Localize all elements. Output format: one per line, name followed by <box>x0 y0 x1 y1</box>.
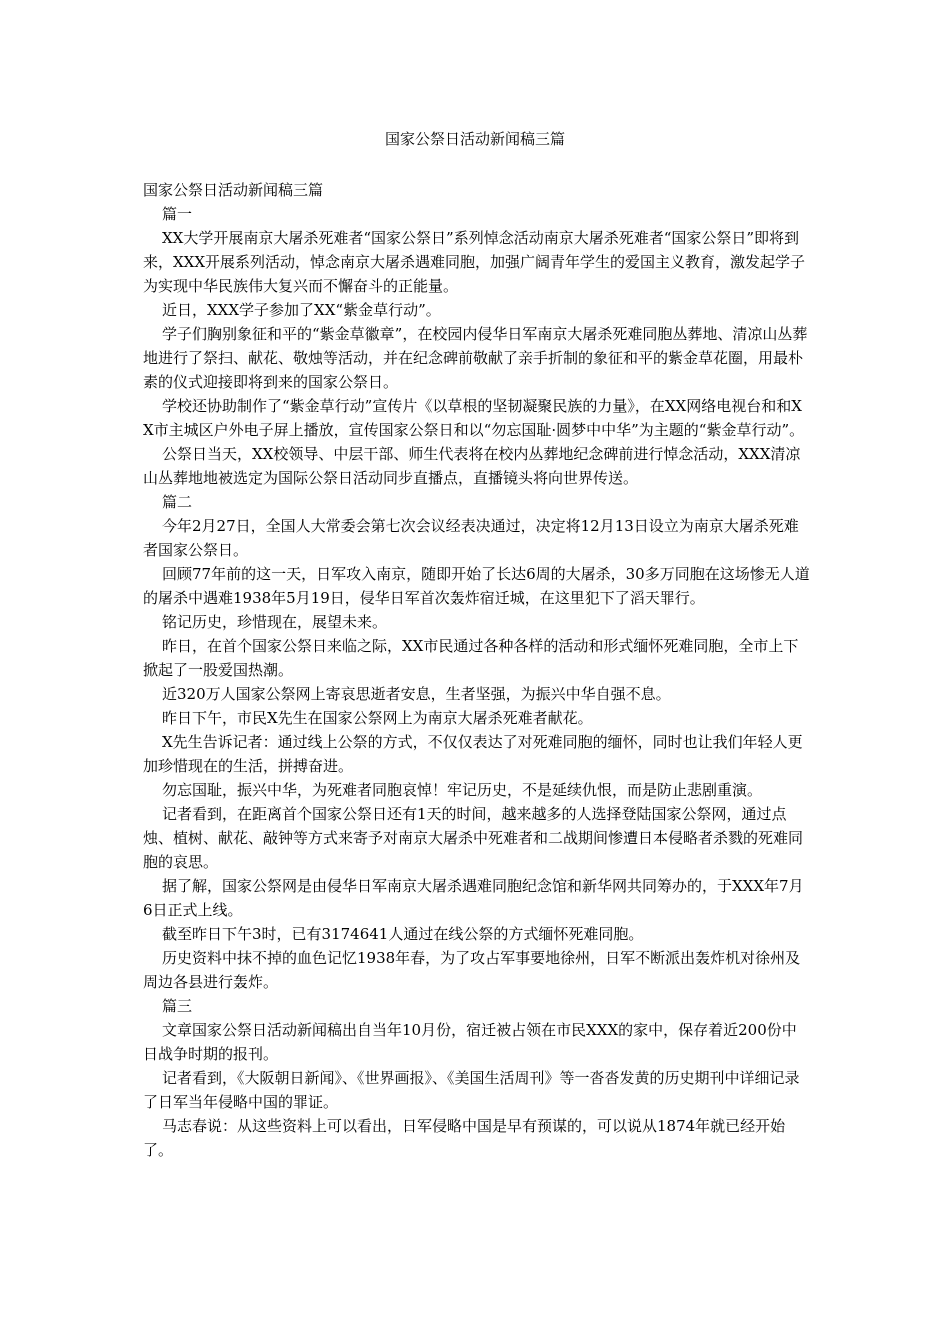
paragraph: 公祭日当天，XX校领导、中层干部、师生代表将在校内丛葬地纪念碑前进行悼念活动，XXX清凉山丛葬地地被选定为国际公祭日活动同步直播点，直播镜头将向世界传送。 <box>143 445 801 487</box>
paragraph: 截至昨日下午3时，已有3174641人通过在线公祭的方式缅怀死难同胞。 <box>162 925 644 943</box>
section-label-1: 篇一 <box>162 205 193 223</box>
paragraph: 马志春说：从这些资料上可以看出，日军侵略中国是早有预谋的，可以说从1874年就已经开始了。 <box>143 1117 786 1159</box>
paragraph: 昨日，在首个国家公祭日来临之际，XX市民通过各种各样的活动和形式缅怀死难同胞，全市上下掀起了一股爱国热潮。 <box>143 637 799 679</box>
document-body <box>143 178 810 1162</box>
paragraph: 记者看到，在距离首个国家公祭日还有1天的时间，越来越多的人选择登陆国家公祭网，通过点烛、植树、献花、敲钟等方式来寄予对南京大屠杀中死难者和二战期间惨遭日本侵略者杀戮的死难同胞的哀思。 <box>143 805 804 871</box>
section-label-2: 篇二 <box>162 493 193 511</box>
paragraph: X先生告诉记者：通过线上公祭的方式，不仅仅表达了对死难同胞的缅怀，同时也让我们年轻人更加珍惜现在的生活，拼搏奋进。 <box>143 733 803 775</box>
paragraph: 勿忘国耻，振兴中华，为死难者同胞哀悼！牢记历史，不是延续仇恨，而是防止悲剧重演。 <box>162 781 763 799</box>
paragraph: 学子们胸别象征和平的“紫金草徽章”，在校园内侵华日军南京大屠杀死难同胞丛葬地、清凉山丛葬地进行了祭扫、献花、敬烛等活动，并在纪念碑前敬献了亲手折制的象征和平的紫金草花圈，用最朴素的仪式迎接即将到来的国家公祭日。 <box>143 325 808 391</box>
paragraph: 铭记历史，珍惜现在，展望未来。 <box>162 613 388 631</box>
paragraph: 昨日下午，市民X先生在国家公祭网上为南京大屠杀死难者献花。 <box>162 709 593 727</box>
paragraph: 今年2月27日，全国人大常委会第七次会议经表决通过，决定将12月13日设立为南京大屠杀死难者国家公祭日。 <box>143 517 799 559</box>
document-title: 国家公祭日活动新闻稿三篇 <box>384 130 565 148</box>
document-heading: 国家公祭日活动新闻稿三篇 <box>143 181 324 199</box>
paragraph: 据了解，国家公祭网是由侵华日军南京大屠杀遇难同胞纪念馆和新华网共同筹办的，于XXX年7月6日正式上线。 <box>143 877 804 919</box>
paragraph: 近320万人国家公祭网上寄哀思逝者安息，生者坚强，为振兴中华自强不息。 <box>162 685 671 703</box>
paragraph: 记者看到，《大阪朝日新闻》、《世界画报》、《美国生活周刊》等一沓沓发黄的历史期刊中详细记录了日军当年侵略中国的罪证。 <box>143 1069 800 1111</box>
paragraph: XX大学开展南京大屠杀死难者“国家公祭日”系列悼念活动南京大屠杀死难者“国家公祭日”即将到来，XXX开展系列活动，悼念南京大屠杀遇难同胞，加强广阔青年学生的爱国主义教育，激发起学子为实现中华民族伟大复兴而不懈奋斗的正能量。 <box>143 229 806 295</box>
paragraph: 回顾77年前的这一天，日军攻入南京，随即开始了长达6周的大屠杀，30多万同胞在这场惨无人道的屠杀中遇难1938年5月19日，侵华日军首次轰炸宿迁城，在这里犯下了滔天罪行。 <box>143 565 810 607</box>
section-label-3: 篇三 <box>162 997 193 1015</box>
paragraph: 学校还协助制作了“紫金草行动”宣传片《以草根的坚韧凝聚民族的力量》，在XX网络电视台和和XX市主城区户外电子屏上播放，宣传国家公祭日和以“勿忘国耻·圆梦中中华”为主题的“紫金草行动”。 <box>143 397 805 439</box>
paragraph: 历史资料中抹不掉的血色记忆1938年春，为了攻占军事要地徐州，日军不断派出轰炸机对徐州及周边各县进行轰炸。 <box>143 949 801 991</box>
paragraph: 文章国家公祭日活动新闻稿出自当年10月份，宿迁被占领在市民XXX的家中，保存着近200份中日战争时期的报刊。 <box>143 1021 797 1063</box>
paragraph: 近日，XXX学子参加了XX“紫金草行动”。 <box>162 301 441 319</box>
